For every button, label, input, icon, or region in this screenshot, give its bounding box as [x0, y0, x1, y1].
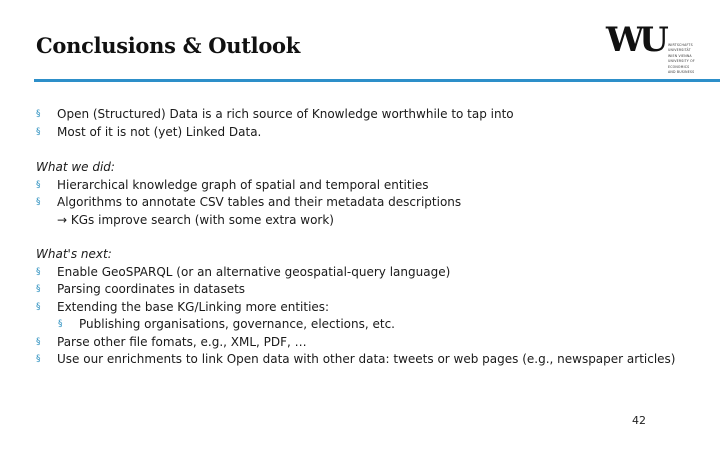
bullet-icon: § — [36, 336, 41, 347]
bullet-text: Use our enrichments to link Open data with other data: tweets or web pages (e.g., newspaper articles) — [57, 352, 676, 366]
logo-line: ECONOMICS — [668, 64, 690, 69]
logo-line: UNIVERSITY OF — [668, 59, 695, 64]
wu-logo — [606, 20, 702, 80]
bullet-text: Algorithms to annotate CSV tables and their metadata descriptions — [57, 195, 462, 209]
whats-next-section — [36, 246, 676, 369]
bullet-text: Parse other file fomats, e.g., XML, PDF, … — [57, 334, 307, 349]
section-heading: What we did: — [36, 160, 115, 174]
list-item — [36, 194, 462, 212]
bullet-text: Publishing organisations, governance, elections, etc. — [79, 317, 395, 331]
bullet-text: Enable GeoSPARQL (or an alternative geospatial-query language) — [57, 264, 451, 279]
bullet-icon: § — [36, 301, 41, 312]
bullet-icon: § — [36, 126, 41, 137]
section-heading: What's next: — [36, 247, 112, 261]
logo-line: UNIVERSITÄT — [668, 48, 691, 53]
logo-mark: WU — [606, 20, 664, 60]
bullet-text: Hierarchical knowledge graph of spatial and temporal entities — [57, 177, 429, 192]
what-we-did-section — [36, 159, 462, 229]
bullet-icon: § — [36, 284, 41, 294]
bullet-icon: § — [36, 179, 41, 190]
bullet-icon: § — [36, 266, 41, 277]
bullet-text: Extending the base KG/Linking more entities: — [57, 299, 330, 314]
continuation-text: KGs improve search (with some extra work) — [70, 212, 334, 227]
bullet-icon: § — [36, 197, 41, 207]
list-item — [36, 299, 330, 317]
sub-list-item — [36, 316, 395, 334]
logo-line: WIRTSCHAFTS — [668, 43, 693, 47]
bullet-icon: § — [58, 319, 63, 329]
bullet-text: Most of it is not (yet) Linked Data. — [57, 124, 262, 139]
list-item — [36, 281, 246, 299]
logo-text — [668, 43, 695, 75]
logo-line: WIEN VIENNA — [668, 53, 692, 58]
bullet-icon: § — [36, 109, 41, 119]
arrow-icon: → — [57, 212, 68, 227]
list-continuation — [36, 212, 334, 230]
list-item — [36, 177, 429, 195]
bullet-icon: § — [36, 354, 41, 364]
slide-title: Conclusions & Outlook — [36, 33, 301, 58]
logo-line: AND BUSINESS — [668, 70, 695, 75]
page-number: 42 — [632, 414, 646, 427]
list-item — [36, 351, 676, 369]
list-item — [36, 264, 451, 282]
list-item — [36, 334, 307, 352]
bullet-text: Open (Structured) Data is a rich source of Knowledge worthwhile to tap into — [57, 107, 514, 121]
bullet-text: Parsing coordinates in datasets — [57, 282, 246, 296]
